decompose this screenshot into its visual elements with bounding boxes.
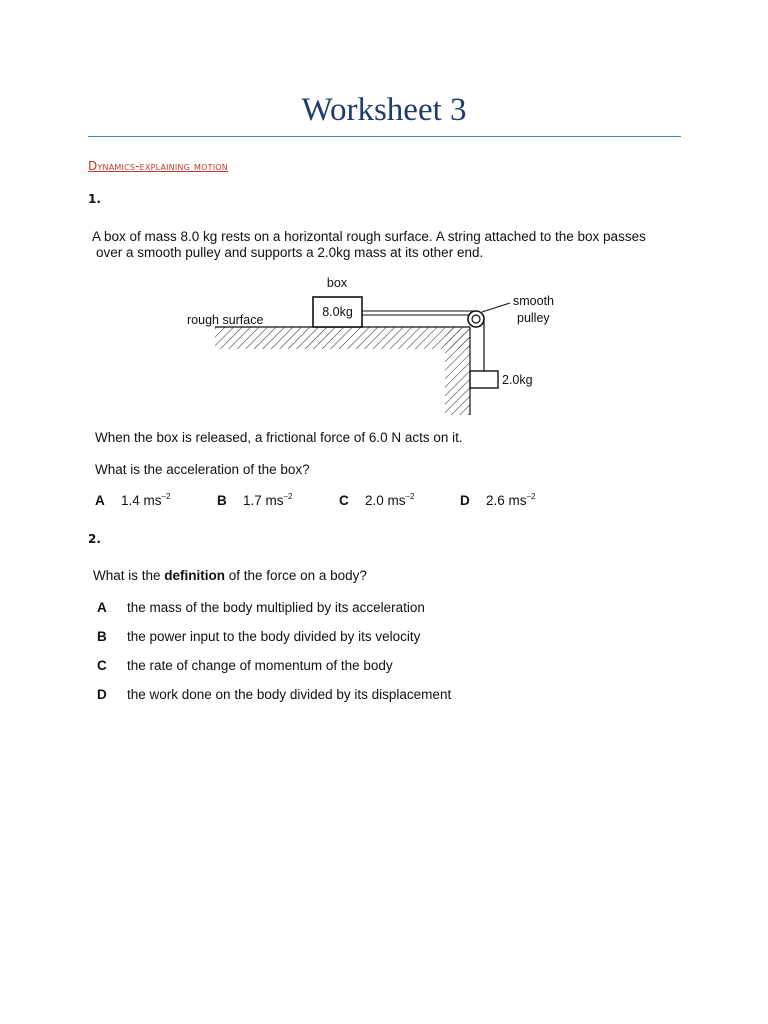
option-value: 2.6 ms (486, 493, 527, 508)
option-letter: A (97, 600, 107, 615)
option-text: the power input to the body divided by its velocity (127, 629, 421, 644)
rough-surface-label: rough surface (187, 313, 264, 327)
question-1-release-text: When the box is released, a frictional force of 6.0 N acts on it. (95, 430, 463, 445)
option-value: 2.0 ms (365, 493, 406, 508)
option-text: the mass of the body multiplied by its acceleration (127, 600, 425, 615)
option-text: the rate of change of momentum of the body (127, 658, 393, 673)
question-2-stem-pre: What is the (93, 568, 165, 583)
pulley-leader-line (482, 303, 510, 312)
question-1-stem (92, 229, 712, 261)
pulley-label-line1: smooth (513, 294, 554, 308)
pulley-label-line2: pulley (517, 311, 550, 325)
question-2-option-c[interactable] (97, 658, 393, 673)
option-exponent: –2 (405, 492, 415, 501)
option-letter: B (217, 493, 227, 508)
title-divider (88, 136, 681, 137)
question-2-stem-bold: definition (164, 568, 226, 583)
question-1-option-b[interactable] (217, 492, 292, 508)
option-letter: B (97, 629, 107, 644)
rough-surface-hatching (215, 327, 470, 349)
question-2-stem-post: of the force on a body? (225, 568, 367, 583)
section-heading: Dynamics-explaining motion (88, 159, 228, 173)
option-letter: D (97, 687, 107, 702)
option-value: 1.4 ms (121, 493, 162, 508)
hanging-mass-2kg (470, 371, 498, 388)
question-1-stem-line2: over a smooth pulley and supports a 2.0kg mass at its other end. (96, 245, 484, 260)
question-2-stem (93, 568, 367, 584)
box-label: box (326, 276, 348, 290)
question-2-number: 2. (88, 532, 101, 546)
option-letter: A (95, 493, 105, 508)
question-2-option-b[interactable] (97, 629, 420, 644)
question-1-number: 1. (88, 192, 101, 206)
question-1-option-d[interactable] (460, 492, 535, 508)
worksheet-title: Worksheet 3 (301, 92, 467, 128)
option-letter: D (460, 493, 470, 508)
question-2-option-d[interactable] (97, 687, 451, 702)
question-1-stem-line1: A box of mass 8.0 kg rests on a horizontal rough surface. A string attached to the box passes (92, 229, 646, 244)
box-mass-label: 8.0kg (322, 305, 353, 319)
option-letter: C (97, 658, 107, 673)
option-exponent: –2 (526, 492, 536, 501)
option-value: 1.7 ms (243, 493, 284, 508)
pulley-axle (472, 315, 480, 323)
option-text: the work done on the body divided by its displacement (127, 687, 452, 702)
hanging-mass-label: 2.0kg (502, 373, 533, 387)
option-exponent: –2 (283, 492, 293, 501)
wall-hatching (445, 327, 470, 415)
option-letter: C (339, 493, 349, 508)
question-1-question: What is the acceleration of the box? (95, 462, 310, 477)
question-1-option-a[interactable] (95, 492, 170, 508)
option-exponent: –2 (161, 492, 171, 501)
question-1-option-c[interactable] (339, 492, 414, 508)
question-2-option-a[interactable] (97, 600, 425, 615)
pulley-diagram (180, 270, 580, 420)
